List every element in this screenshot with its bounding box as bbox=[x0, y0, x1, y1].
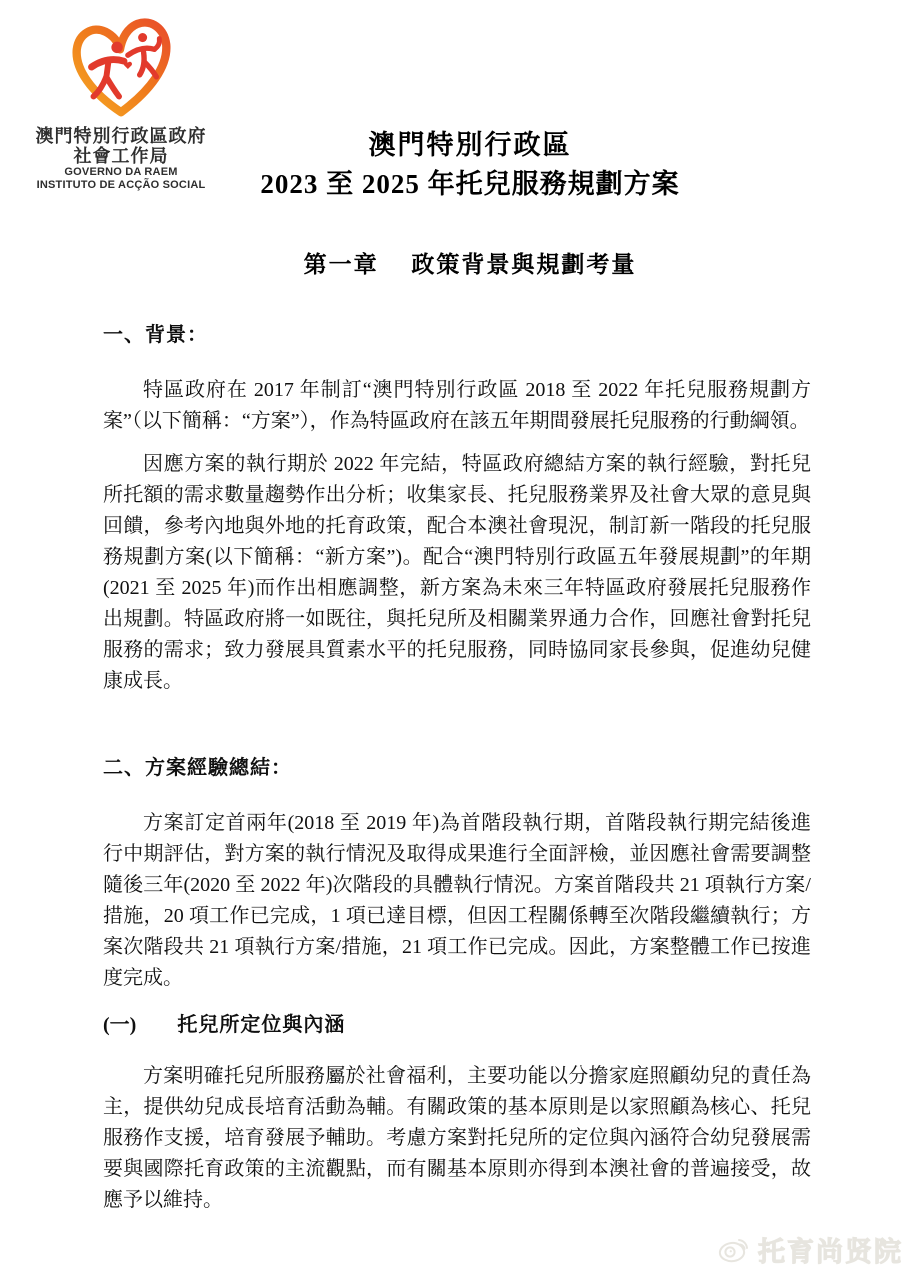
weibo-icon bbox=[716, 1234, 752, 1266]
agency-name-pt-line2: INSTITUTO DE ACÇÃO SOCIAL bbox=[36, 179, 206, 191]
watermark bbox=[716, 1230, 903, 1269]
watermark-text: 托育尚贤院 bbox=[758, 1237, 903, 1267]
subsection-title: 托兒所定位與內涵 bbox=[177, 1014, 346, 1036]
section-heading-summary: 二、方案經驗總結： bbox=[103, 757, 292, 779]
subsection-number: (一) bbox=[103, 1014, 137, 1036]
subsection-heading-positioning bbox=[103, 1010, 811, 1041]
document-title-line1: 澳門特別行政區 bbox=[368, 130, 572, 160]
agency-name-cn-line2: 社會工作局 bbox=[73, 146, 169, 166]
body-paragraph: 方案訂定首兩年(2018 至 2019 年)為首階段執行期，首階段執行期完結後進行中期評估，對方案的執行情況及取得成果進行全面評檢，並因應社會需要調整隨後三年(2020 至 2022 年)次階段的具體執行情況。方案首階段共 21 項執行方案/措施，20 項工作已完成，1 項已達目標，但因工程關係轉至次階段繼續執行；方案次階段共 21 項執行方案/措施，21 項工作已完成。因此，方案整體工作已按進度完成。 bbox=[103, 812, 811, 989]
document-title bbox=[30, 126, 910, 204]
body-paragraph: 方案明確托兒所服務屬於社會福利，主要功能以分擔家庭照顧幼兒的責任為主，提供幼兒成長培育活動為輔。有關政策的基本原則是以家照顧為核心、托兒服務作支援，培育發展予輔助。考慮方案對托兒所的定位與內涵符合幼兒發展需要與國際托育政策的主流觀點，而有關基本原則亦得到本澳社會的普遍接受，故應予以維持。 bbox=[103, 1065, 811, 1211]
body-paragraph: 因應方案的執行期於 2022 年完結，特區政府總結方案的執行經驗，對托兒所托額的需求數量趨勢作出分析；收集家長、托兒服務業界及社會大眾的意見與回饋，參考內地與外地的托育政策，配合本澳社會現況，制訂新一階段的托兒服務規劃方案(以下簡稱：“新方案”)。配合“澳門特別行政區五年發展規劃”的年期(2021 至 2025 年)而作出相應調整，新方案為未來三年特區政府發展托兒服務作出規劃。特區政府將一如既往，與托兒所及相關業界通力合作，回應社會對托兒服務的需求；致力發展具質素水平的托兒服務，同時協同家長參與，促進幼兒健康成長。 bbox=[103, 453, 811, 692]
agency-name-cn-line1: 澳門特別行政區政府 bbox=[35, 126, 207, 146]
heart-figures-logo-icon bbox=[62, 12, 180, 124]
agency-name-pt-line1: GOVERNO DA RAEM bbox=[64, 166, 178, 178]
document-body bbox=[103, 320, 811, 1228]
document-title-line2: 2023 至 2025 年托兒服務規劃方案 bbox=[260, 169, 680, 199]
body-paragraph: 特區政府在 2017 年制訂“澳門特別行政區 2018 至 2022 年托兒服務規劃方案”（以下簡稱：“方案”），作為特區政府在該五年期間發展托兒服務的行動綱領。 bbox=[103, 379, 811, 432]
section-heading-background: 一、背景： bbox=[103, 324, 208, 346]
chapter-heading: 第一章 政策背景與規劃考量 bbox=[303, 252, 637, 277]
